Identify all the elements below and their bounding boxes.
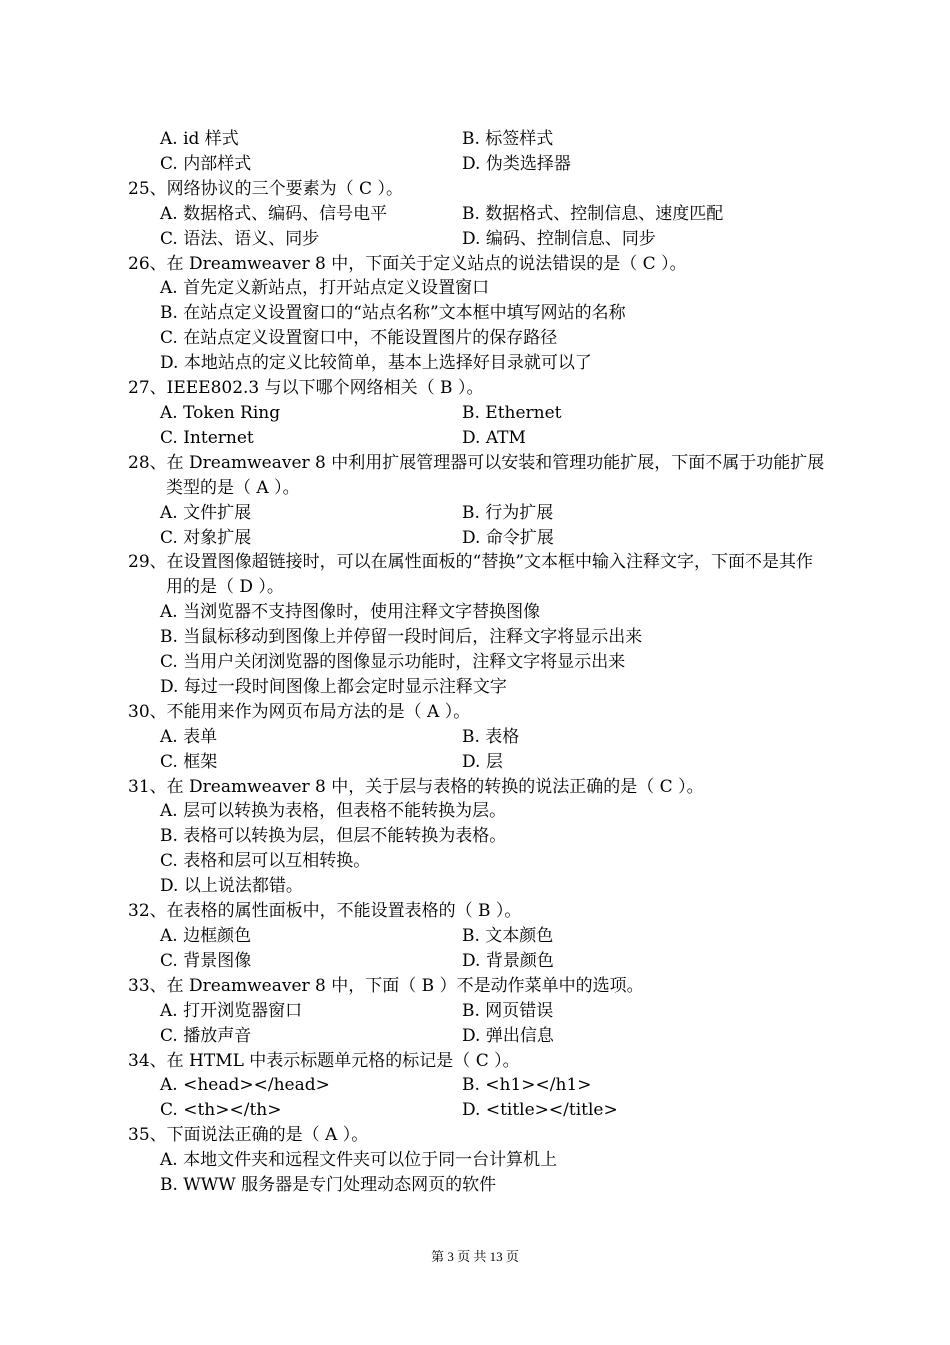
option-c: C. 背景图像	[160, 950, 252, 971]
question-26: 26、在 Dreamweaver 8 中，下面关于定义站点的说法错误的是（ C ）。	[128, 253, 687, 274]
question-32: 32、在表格的属性面板中，不能设置表格的（ B ）。	[128, 901, 522, 922]
option-d: D. 伪类选择器	[462, 153, 571, 174]
option-a: A. id 样式	[160, 129, 239, 149]
question-list	[128, 127, 828, 1198]
options-row	[128, 426, 828, 451]
option-c: C. 对象扩展	[160, 527, 252, 548]
option-a: A. 当浏览器不支持图像时，使用注释文字替换图像	[160, 602, 541, 623]
option-c: C. 语法、语义、同步	[160, 228, 320, 249]
option-c: C. 当用户关闭浏览器的图像显示功能时，注释文字将显示出来	[160, 652, 626, 673]
option-d: D. ATM	[462, 427, 526, 448]
options-row	[128, 401, 828, 426]
option-a: A. 数据格式、编码、信号电平	[160, 203, 388, 224]
option-b: B. 表格可以转换为层，但层不能转换为表格。	[160, 826, 507, 847]
option-d: D. <title></title>	[462, 1100, 618, 1121]
option-c: C. 在站点定义设置窗口中，不能设置图片的保存路径	[160, 328, 558, 349]
question-31: 31、在 Dreamweaver 8 中，关于层与表格的转换的说法正确的是（ C ）。	[128, 776, 704, 797]
option-b: B. 文本颜色	[462, 926, 554, 946]
options-row	[128, 999, 828, 1024]
option-b: B. 数据格式、控制信息、速度匹配	[462, 203, 724, 224]
option-a: A. 边框颜色	[160, 926, 252, 946]
option-d: D. 命令扩展	[462, 527, 554, 548]
options-row	[128, 127, 828, 152]
option-b: B. 标签样式	[462, 129, 554, 149]
options-row	[128, 227, 828, 252]
options-row	[128, 526, 828, 551]
question-27: 27、IEEE802.3 与以下哪个网络相关（ B ）。	[128, 378, 484, 399]
option-a: A. 层可以转换为表格，但表格不能转换为层。	[160, 801, 507, 822]
option-d: D. 编码、控制信息、同步	[462, 228, 656, 249]
option-b: B. <h1></h1>	[462, 1075, 592, 1096]
option-d: D. 以上说法都错。	[160, 876, 303, 897]
option-c: C. <th></th>	[160, 1100, 282, 1121]
question-28: 28、在 Dreamweaver 8 中利用扩展管理器可以安装和管理功能扩展，下面不属于功能扩展类型的是（ A ）。	[128, 452, 825, 498]
option-d: D. 本地站点的定义比较简单，基本上选择好目录就可以了	[160, 353, 592, 374]
option-c: C. 播放声音	[160, 1025, 252, 1046]
option-b: B. 当鼠标移动到图像上并停留一段时间后，注释文字将显示出来	[160, 627, 643, 648]
option-c: C. 框架	[160, 751, 218, 772]
option-a: A. 文件扩展	[160, 502, 252, 523]
option-b: B. 网页错误	[462, 1000, 554, 1021]
option-d: D. 每过一段时间图像上都会定时显示注释文字	[160, 676, 507, 697]
question-30: 30、不能用来作为网页布局方法的是（ A ）。	[128, 701, 471, 722]
option-b: B. Ethernet	[462, 402, 562, 423]
option-b: B. 在站点定义设置窗口的“站点名称”文本框中填写网站的名称	[160, 303, 626, 324]
option-d: D. 层	[462, 751, 503, 772]
option-c: C. 内部样式	[160, 153, 252, 174]
option-a: A. Token Ring	[160, 402, 281, 423]
option-a: A. 打开浏览器窗口	[160, 1000, 303, 1021]
options-row	[128, 725, 828, 750]
options-row	[128, 1073, 828, 1098]
options-row	[128, 501, 828, 526]
options-row	[128, 949, 828, 974]
question-33: 33、在 Dreamweaver 8 中，下面（ B ）不是动作菜单中的选项。	[128, 975, 644, 996]
question-25: 25、网络协议的三个要素为（ C ）。	[128, 178, 403, 199]
question-29: 29、在设置图像超链接时，可以在属性面板的“替换”文本框中输入注释文字，下面不是其作用的是（ D ）。	[128, 552, 814, 598]
option-c: C. 表格和层可以互相转换。	[160, 851, 371, 872]
option-d: D. 背景颜色	[462, 950, 554, 971]
options-row	[128, 1098, 828, 1123]
option-c: C. Internet	[160, 427, 254, 448]
options-row	[128, 750, 828, 775]
option-a: A. 首先定义新站点，打开站点定义设置窗口	[160, 278, 490, 299]
option-b: B. 行为扩展	[462, 502, 554, 523]
option-b: B. 表格	[462, 726, 520, 747]
page-footer: 第 3 页 共 13 页	[431, 1249, 519, 1264]
option-a: A. 表单	[160, 726, 218, 747]
option-d: D. 弹出信息	[462, 1025, 554, 1046]
options-row	[128, 152, 828, 177]
question-35: 35、下面说法正确的是（ A ）。	[128, 1125, 369, 1146]
option-a: A. 本地文件夹和远程文件夹可以位于同一台计算机上	[160, 1150, 558, 1171]
options-row	[128, 202, 828, 227]
option-b: B. WWW 服务器是专门处理动态网页的软件	[160, 1175, 497, 1196]
option-a: A. <head></head>	[160, 1075, 330, 1096]
options-row	[128, 1024, 828, 1049]
question-34: 34、在 HTML 中表示标题单元格的标记是（ C ）。	[128, 1050, 520, 1071]
options-row	[128, 924, 828, 949]
